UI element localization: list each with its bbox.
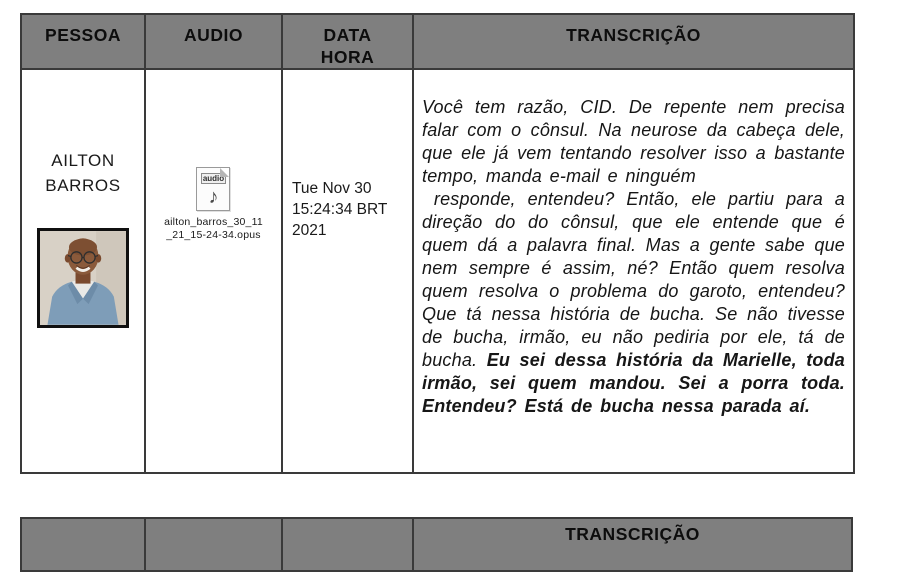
header-cell-pessoa xyxy=(21,14,145,69)
audio-file-object[interactable] xyxy=(164,167,263,241)
person-name: AILTON BARROS xyxy=(45,151,121,195)
header-label-pessoa: PESSOA xyxy=(45,25,121,45)
next-header-divider-1 xyxy=(144,519,146,570)
next-table-header xyxy=(20,517,853,572)
header-cell-transcricao xyxy=(413,14,854,69)
datetime-text: Tue Nov 30 15:24:34 BRT 2021 xyxy=(292,180,388,239)
header-label-audio: AUDIO xyxy=(184,25,243,45)
audio-cell xyxy=(145,69,282,473)
datetime-cell xyxy=(282,69,413,473)
audio-file-icon xyxy=(196,167,230,211)
next-header-divider-2 xyxy=(281,519,283,570)
transcription-cell xyxy=(413,69,854,473)
header-label-datahora: DATA HORA xyxy=(320,25,375,67)
music-note-icon: ♪ xyxy=(208,186,219,208)
audio-filename xyxy=(164,216,263,241)
person-cell xyxy=(21,69,145,473)
header-label-transcricao: TRANSCRIÇÃO xyxy=(566,25,701,45)
header-cell-audio xyxy=(145,14,282,69)
person-portrait-illustration xyxy=(40,231,126,325)
header-cell-datahora xyxy=(282,14,413,69)
transcription-paragraph-2-normal: responde, entendeu? Então, ele partiu para a direção do do cônsul, que ele entende que é quem dá a palavra final. Mas a gente sabe que nem sempre é assim, né? Então quem resolva quem resolva o problema do garoto, entendeu? Que tá nessa história de bucha. Se não tivesse de bucha, irmão, eu não pediria por ele, tá de bucha. xyxy=(422,189,845,370)
person-photo xyxy=(37,228,129,328)
next-header-title: TRANSCRIÇÃO xyxy=(565,524,700,544)
transcription-text xyxy=(422,96,845,418)
transcript-row xyxy=(21,69,854,473)
header-row xyxy=(21,14,854,69)
audio-filename-line1: ailton_barros_30_11 xyxy=(164,216,263,228)
transcription-paragraph-1: Você tem razão, CID. De repente nem precisa falar com o cônsul. Na neurose da cabeça dele, que ele já vem tentando resolver isso a bastante tempo, manda e-mail e ninguém xyxy=(422,97,845,186)
transcript-table xyxy=(20,13,855,474)
transcription-bold-highlight: Eu sei dessa história da Marielle, toda irmão, sei quem mandou. Sei a porra toda. Entendeu? Está de bucha nessa parada aí. xyxy=(422,350,845,416)
audio-icon-label: audio xyxy=(202,174,225,183)
audio-filename-line2: _21_15-24-34.opus xyxy=(166,228,261,241)
transcription-paragraph-2 xyxy=(422,188,845,418)
